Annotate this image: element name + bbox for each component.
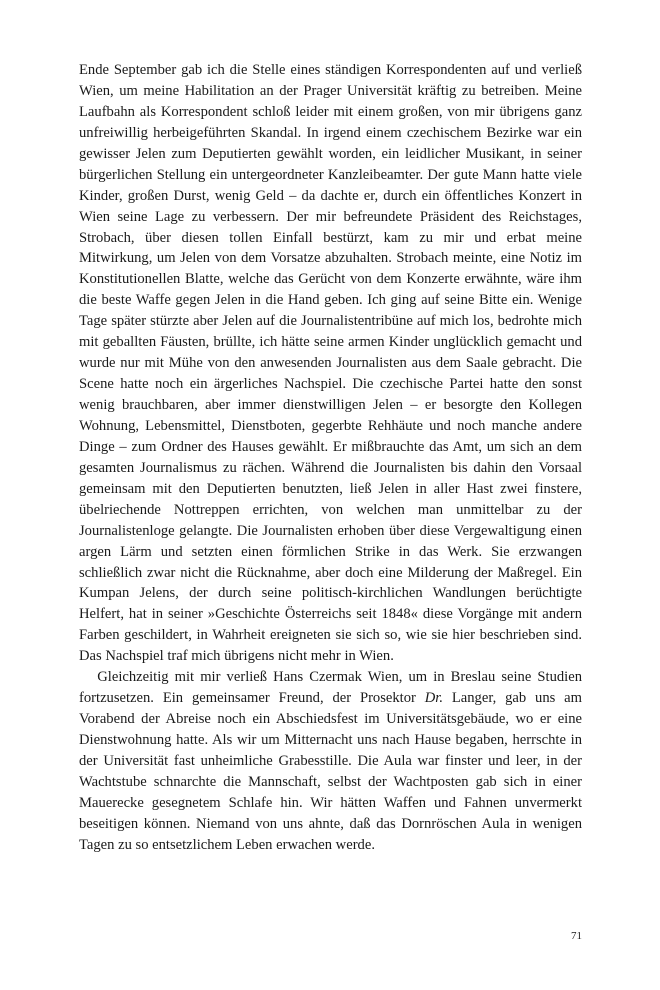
page-number: 71 bbox=[571, 930, 582, 942]
body-text bbox=[79, 60, 582, 856]
italic-run: Dr. bbox=[424, 690, 443, 707]
paragraph-1: Ende September gab ich die Stelle eines ständigen Korrespondenten auf und verließ Wien, um meine Habilitation an der Prager Universität kräftig zu betreiben. Meine Laufbahn als Korrespondent schloß leider mit einem großen, von mir übrigens ganz unfreiwillig herbeigeführten Skandal. In irgend einem czechischem Bezirke war ein gewisser Jelen zum Deputierten gewählt worden, ein leidlicher Musikant, in seiner bürgerlichen Stellung ein untergeordneter Kanzleibeamter. Der gute Mann hatte viele Kinder, großen Durst, wenig Geld – da dachte er, durch ein öffentliches Konzert in Wien seine Lage zu verbessern. Der mir befreundete Präsident des Reichstages, Strobach, über diesen tollen Einfall bestürzt, kam zu mir und erbat meine Mitwirkung, um Jelen von dem Vorsatze abzuhalten. Strobach meinte, eine Notiz im Konstitutionellen Blatte, welche das Gerücht von dem Konzerte erwähnte, wäre ihm die beste Waffe gegen Jelen in die Hand geben. Ich ging auf seine Bitte ein. Wenige Tage später stürzte aber Jelen auf die Journalistentribüne auf mich los, bedrohte mich mit geballten Fäusten, brüllte, ich hätte seine armen Kinder unglücklich gemacht und wurde nur mit Mühe von den anwesenden Journalisten aus dem Saale gebracht. Die Scene hatte noch ein ärgerliches Nachspiel. Die czechische Partei hatte den sonst wenig brauchbaren, aber immer dienstwilligen Jelen – er besorgte den Kollegen Wohnung, Lebensmittel, Dienstboten, gegerbte Rehhäute und noch manche andere Dinge – zum Ordner des Hauses gewählt. Er mißbrauchte das Amt, um sich an dem gesamten Journalismus zu rächen. Während die Journalisten bis dahin den Vorsaal gemeinsam mit den Deputierten benutzten, ließ Jelen in aller Hast zwei finstere, übelriechende Nottreppen errichten, von welchen man unmittelbar zu der Journalistenloge gelangte. Die Journalisten erhoben über diese Vergewaltigung einen argen Lärm und setzten einen förmlichen Strike in das Werk. Sie erzwangen schließlich zwar nicht die Rücknahme, aber doch eine Milderung der Maßregel. Ein Kumpan Jelens, der durch seine politisch-kirchlichen Wandlungen berüchtigte Helfert, hat in seiner »Geschichte Österreichs seit 1848« diese Vorgänge mit andern Farben geschildert, in Wahrheit ereigneten sie sich so, wie sie hier beschrieben sind. Das Nachspiel traf mich übrigens nicht mehr in Wien. bbox=[79, 62, 582, 665]
paragraph-2: Gleichzeitig mit mir verließ Hans Czermak Wien, um in Breslau seine Studien fortzusetzen. Ein gemeinsamer Freund, der Prosektor Dr. Langer, gab uns am Vorabend der Abreise noch ein Abschiedsfest im Universitätsgebäude, wo er eine Dienstwohnung hatte. Als wir um Mitternacht uns nach Hause begaben, herrschte in der Universität fast unheimliche Grabesstille. Die Aula war finster und leer, in der Wachtstube schnarchte die Mannschaft, selbst der Wachtposten gab sich in einer Mauerecke gesegnetem Schlafe hin. Wir hätten Waffen und Fahnen unvermerkt beseitigen können. Niemand von uns ahnte, daß das Dornröschen Aula in wenigen Tagen zu so entsetzlichem Leben erwachen werde. bbox=[79, 669, 582, 853]
